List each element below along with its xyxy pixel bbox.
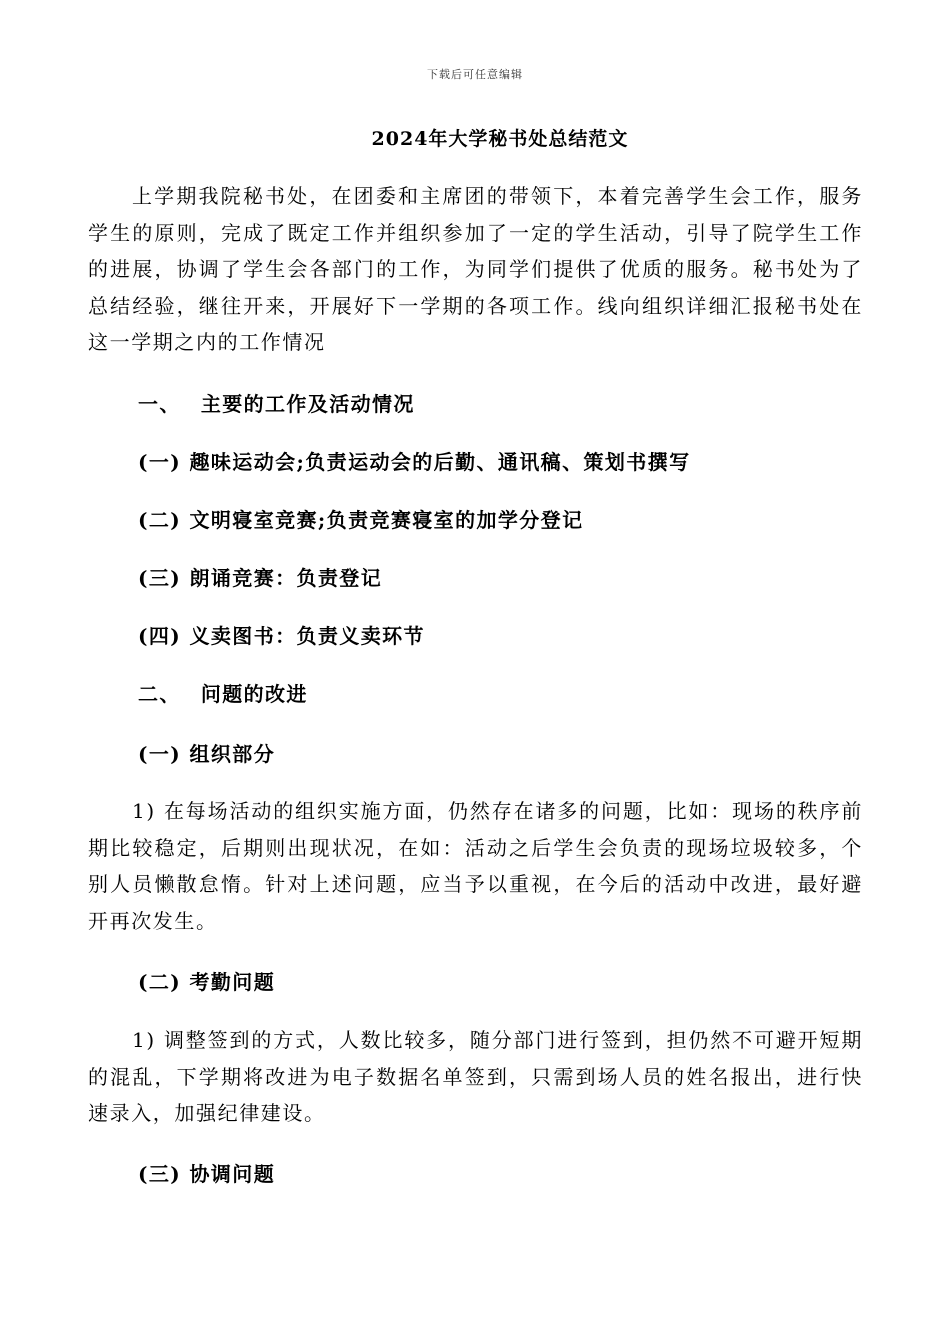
section1-item-4: (四) 义卖图书：负责义卖环节	[138, 624, 425, 648]
section1-number: 一、	[138, 392, 181, 416]
intro-paragraph: 上学期我院秘书处，在团委和主席团的带领下，本着完善学生会工作，服务学生的原则，完成了既定工作并组织参加了一定的学生活动，引导了院学生工作的进展，协调了学生会各部门的工作，为同学们提供了优质的服务。秘书处为了总结经验，继往开来，开展好下一学期的各项工作。线向组织详细汇报秘书处在这一学期之内的工作情况	[88, 184, 863, 354]
section2-sub3-title: (三) 协调问题	[138, 1162, 276, 1186]
section2-title: 问题的改进	[200, 682, 308, 706]
section2-sub2-title: (二) 考勤问题	[138, 970, 276, 994]
section1-item-3: (三) 朗诵竞赛：负责登记	[138, 566, 383, 590]
section2-number: 二、	[138, 682, 181, 706]
document-title: 2024年大学秘书处总结范文	[371, 128, 629, 150]
header-note: 下载后可任意编辑	[427, 68, 523, 81]
section1-title: 主要的工作及活动情况	[200, 392, 415, 416]
section1-item-2: (二) 文明寝室竞赛;负责竞赛寝室的加学分登记	[138, 508, 584, 532]
section1-item-1: (一) 趣味运动会;负责运动会的后勤、通讯稿、策划书撰写	[138, 450, 691, 474]
section2-sub1-title: (一) 组织部分	[138, 742, 276, 766]
section2-heading	[138, 680, 858, 708]
section2-sub1-paragraph: 1) 在每场活动的组织实施方面，仍然存在诸多的问题，比如：现场的秩序前期比较稳定，后期则出现状况，在如：活动之后学生会负责的现场垃圾较多，个别人员懒散怠惰。针对上述问题，应当予以重视，在今后的活动中改进，最好避开再次发生。	[88, 799, 863, 933]
section2-sub2-paragraph: 1) 调整签到的方式，人数比较多，随分部门进行签到，担仍然不可避开短期的混乱，下学期将改进为电子数据名单签到，只需到场人员的姓名报出，进行快速录入，加强纪律建设。	[88, 1028, 863, 1125]
section1-heading	[138, 390, 858, 418]
